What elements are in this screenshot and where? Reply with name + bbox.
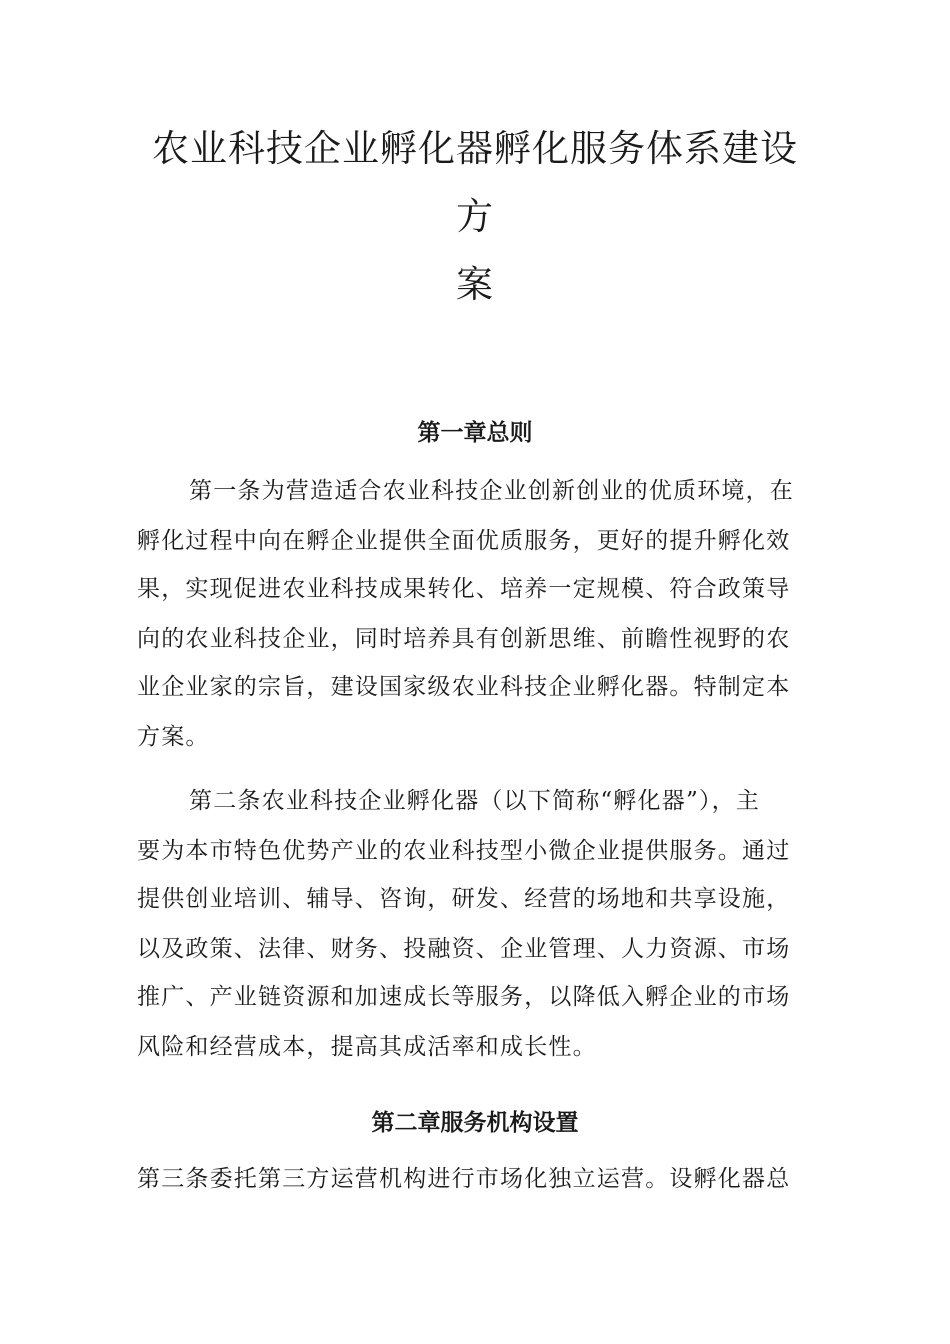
- article-2-line: 要为本市特色优势产业的农业科技型小微企业提供服务。通过: [137, 838, 791, 864]
- document-title-line-3: 案: [456, 263, 494, 306]
- article-3-line: 第三条委托第三方运营机构进行市场化独立运营。设孵化器总: [137, 1166, 791, 1192]
- document-title-line-1: 农业科技企业孵化器孵化服务体系建设: [152, 127, 798, 170]
- article-2-line: 以及政策、法律、财务、投融资、企业管理、人力资源、市场: [137, 936, 791, 962]
- article-2-line: 推广、产业链资源和加速成长等服务，以降低入孵企业的市场: [137, 984, 791, 1010]
- article-1-line: 向的农业科技企业，同时培养具有创新思维、前瞻性视野的农: [137, 626, 791, 652]
- article-1-line: 孵化过程中向在孵企业提供全面优质服务，更好的提升孵化效: [137, 528, 791, 554]
- chapter-1-heading: 第一章总则: [417, 420, 533, 446]
- document-title-line-2: 方: [456, 195, 494, 238]
- article-1-line: 方案。: [137, 724, 210, 750]
- article-2-line: 风险和经营成本，提高其成活率和成长性。: [137, 1034, 597, 1060]
- article-1-line: 果，实现促进农业科技成果转化、培养一定规模、符合政策导: [137, 576, 791, 602]
- article-1-line: 第一条为营造适合农业科技企业创新创业的优质环境，在: [189, 478, 794, 504]
- article-1-line: 业企业家的宗旨，建设国家级农业科技企业孵化器。特制定本: [137, 674, 791, 700]
- article-2-line: 提供创业培训、辅导、咨询，研发、经营的场地和共享设施，: [137, 886, 791, 912]
- article-2-line: 第二条农业科技企业孵化器（以下简称“孵化器”），主: [189, 788, 761, 814]
- chapter-2-heading: 第二章服务机构设置: [371, 1110, 579, 1136]
